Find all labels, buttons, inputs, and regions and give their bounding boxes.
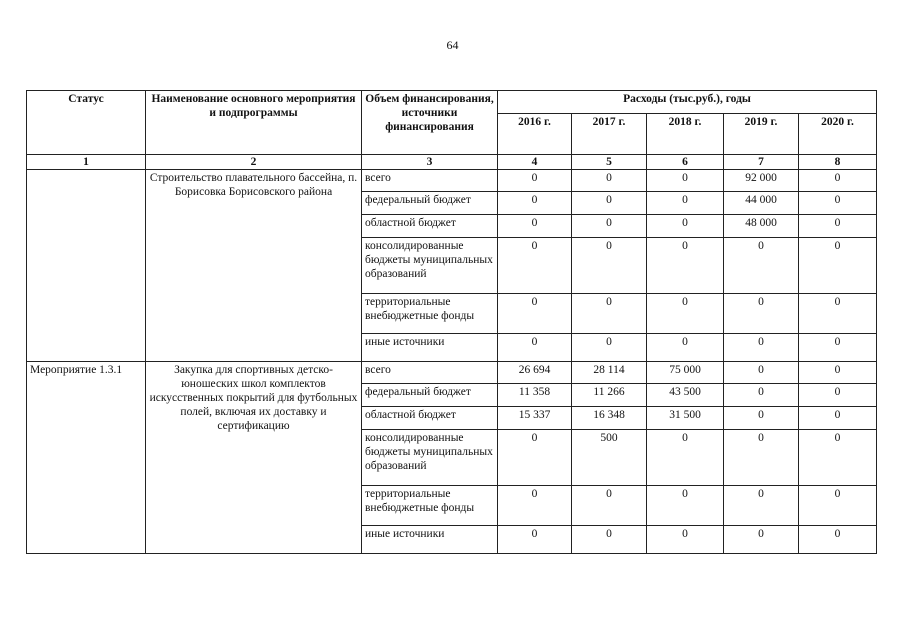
expense-value-cell: 0	[498, 430, 572, 486]
expense-value-cell: 0	[724, 486, 799, 526]
funding-source-cell: федеральный бюджет	[362, 192, 498, 215]
expense-value-cell: 0	[724, 384, 799, 407]
expense-value-cell: 0	[647, 334, 724, 362]
expense-value-cell: 44 000	[724, 192, 799, 215]
table-row	[27, 362, 877, 384]
funding-source-cell: иные источники	[362, 334, 498, 362]
expense-value-cell: 15 337	[498, 407, 572, 430]
funding-source-cell: областной бюджет	[362, 215, 498, 238]
expense-value-cell: 0	[799, 170, 877, 192]
expense-value-cell: 0	[799, 486, 877, 526]
expense-value-cell: 0	[799, 238, 877, 294]
expense-value-cell: 0	[498, 192, 572, 215]
column-number: 5	[572, 155, 647, 170]
header-year: 2019 г.	[724, 114, 799, 155]
funding-source-cell: консолидированные бюджеты муниципальных образований	[362, 238, 498, 294]
expense-value-cell: 0	[724, 526, 799, 554]
expense-value-cell: 28 114	[572, 362, 647, 384]
header-volume: Объем финансирования, источники финансирования	[362, 91, 498, 155]
expense-value-cell: 0	[799, 334, 877, 362]
expense-value-cell: 0	[498, 238, 572, 294]
expense-value-cell: 0	[724, 362, 799, 384]
expense-value-cell: 0	[799, 362, 877, 384]
status-cell	[27, 170, 146, 362]
column-number: 4	[498, 155, 572, 170]
expense-value-cell: 43 500	[647, 384, 724, 407]
expense-value-cell: 0	[498, 215, 572, 238]
expense-value-cell: 0	[647, 238, 724, 294]
expense-value-cell: 0	[572, 238, 647, 294]
expense-value-cell: 0	[799, 526, 877, 554]
header-year: 2017 г.	[572, 114, 647, 155]
activity-name-cell: Закупка для спортивных детско-юношеских школ комплектов искусственных покрытий для футбольных полей, включая их доставку и сертификацию	[146, 362, 362, 554]
header-year: 2016 г.	[498, 114, 572, 155]
funding-source-cell: иные источники	[362, 526, 498, 554]
expense-value-cell: 16 348	[572, 407, 647, 430]
expense-value-cell: 0	[572, 215, 647, 238]
expense-value-cell: 11 266	[572, 384, 647, 407]
expense-value-cell: 0	[724, 407, 799, 430]
expense-value-cell: 0	[647, 526, 724, 554]
expense-value-cell: 0	[572, 334, 647, 362]
expense-value-cell: 0	[647, 430, 724, 486]
expense-value-cell: 500	[572, 430, 647, 486]
expense-value-cell: 0	[724, 430, 799, 486]
expense-value-cell: 0	[498, 526, 572, 554]
header-year: 2018 г.	[647, 114, 724, 155]
funding-source-cell: всего	[362, 362, 498, 384]
expense-value-cell: 92 000	[724, 170, 799, 192]
expense-value-cell: 0	[724, 334, 799, 362]
table-body	[27, 170, 877, 554]
funding-source-cell: всего	[362, 170, 498, 192]
header-status: Статус	[27, 91, 146, 155]
page-number: 64	[446, 38, 459, 52]
expense-value-cell: 75 000	[647, 362, 724, 384]
header-name: Наименование основного мероприятия и подпрограммы	[146, 91, 362, 155]
expense-value-cell: 0	[498, 170, 572, 192]
expense-value-cell: 0	[498, 334, 572, 362]
expense-value-cell: 0	[799, 430, 877, 486]
expense-value-cell: 0	[572, 294, 647, 334]
funding-source-cell: консолидированные бюджеты муниципальных образований	[362, 430, 498, 486]
expense-value-cell: 0	[799, 294, 877, 334]
column-number: 8	[799, 155, 877, 170]
expense-value-cell: 0	[799, 215, 877, 238]
expense-value-cell: 0	[724, 238, 799, 294]
funding-source-cell: федеральный бюджет	[362, 384, 498, 407]
expense-value-cell: 0	[498, 294, 572, 334]
expense-value-cell: 0	[572, 192, 647, 215]
column-number: 1	[27, 155, 146, 170]
expense-value-cell: 0	[799, 192, 877, 215]
status-cell: Мероприятие 1.3.1	[27, 362, 146, 554]
expense-value-cell: 0	[647, 192, 724, 215]
expense-value-cell: 0	[799, 407, 877, 430]
expense-value-cell: 0	[647, 215, 724, 238]
expense-value-cell: 0	[647, 294, 724, 334]
expense-value-cell: 31 500	[647, 407, 724, 430]
expense-value-cell: 26 694	[498, 362, 572, 384]
expense-value-cell: 0	[498, 486, 572, 526]
expense-value-cell: 0	[647, 170, 724, 192]
column-number: 2	[146, 155, 362, 170]
funding-source-cell: областной бюджет	[362, 407, 498, 430]
header-expenses: Расходы (тыс.руб.), годы	[498, 91, 877, 114]
expense-value-cell: 48 000	[724, 215, 799, 238]
budget-table	[26, 90, 877, 554]
expense-value-cell: 11 358	[498, 384, 572, 407]
column-number: 3	[362, 155, 498, 170]
funding-source-cell: территориальные внебюджетные фонды	[362, 486, 498, 526]
expense-value-cell: 0	[572, 170, 647, 192]
expense-value-cell: 0	[647, 486, 724, 526]
header-year: 2020 г.	[799, 114, 877, 155]
column-number: 6	[647, 155, 724, 170]
expense-value-cell: 0	[572, 486, 647, 526]
expense-value-cell: 0	[572, 526, 647, 554]
expense-value-cell: 0	[799, 384, 877, 407]
table-row	[27, 170, 877, 192]
activity-name-cell: Строительство плавательного бассейна, п. Борисовка Борисовского района	[146, 170, 362, 362]
funding-source-cell: территориальные внебюджетные фонды	[362, 294, 498, 334]
column-number: 7	[724, 155, 799, 170]
expense-value-cell: 0	[724, 294, 799, 334]
